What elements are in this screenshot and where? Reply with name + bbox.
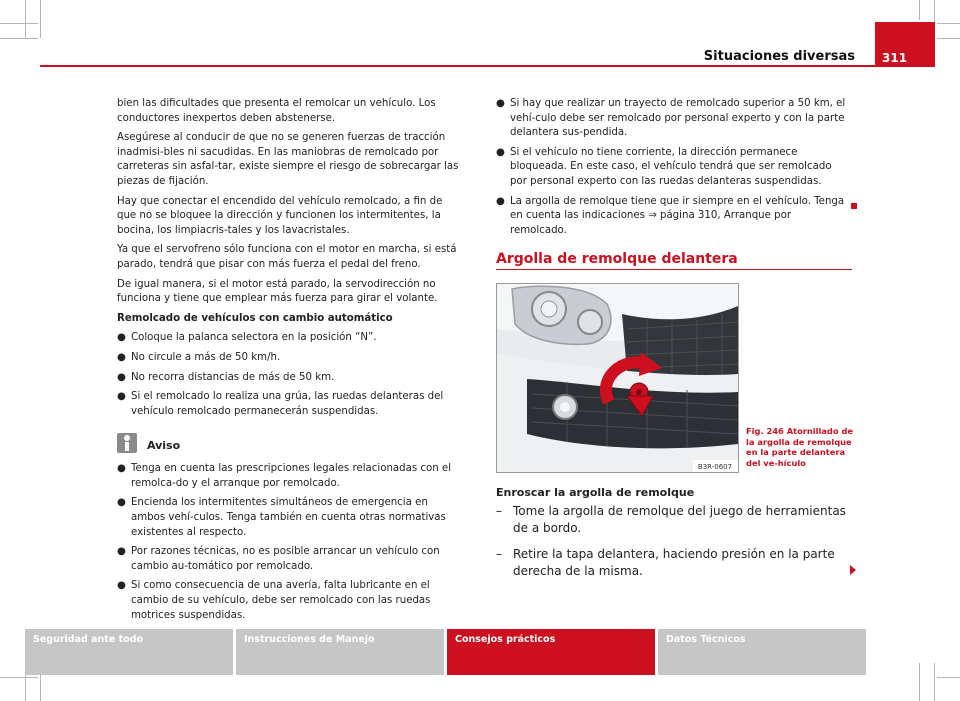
crop-mark [25, 0, 26, 38]
crop-mark [0, 23, 38, 24]
crop-mark [919, 663, 920, 701]
continue-arrow-icon [850, 565, 856, 575]
list-item: ● No circule a más de 50 km/h. [117, 351, 463, 366]
bullet: ● [496, 195, 505, 207]
figure-caption: Fig. 246 Atornillado de la argolla de remolque en la parte delantera del ve-hículo [746, 426, 854, 468]
paragraph: bien las dificultades que presenta el remolcar un vehículo. Los conductores inexpertos deben abstenerse. [117, 98, 436, 124]
paragraph: Asegúrese al conducir de que no se generen fuerzas de tracción inadmisi-bles ni sacudidas. En las maniobras de remolcado por carreteras sin asfal-tar, existe siempre el riesgo de sobrecargar las piezas de fijación. [117, 132, 459, 187]
tab-consejos[interactable]: Consejos prácticos [447, 629, 655, 675]
dash: – [496, 504, 502, 518]
list-item: ● Si hay que realizar un trayecto de remolcado superior a 50 km, el vehí-culo debe ser remolcado por personal experto y con la parte delantera sus-pendida. [496, 97, 846, 141]
crop-mark [919, 0, 920, 20]
tab-seguridad[interactable]: Seguridad ante todo [25, 629, 233, 675]
crop-mark [937, 677, 960, 678]
list-item: ● La argolla de remolque tiene que ir siempre en el vehículo. Tenga en cuenta las indicaciones ⇒ página 310, Arranque por remolcado. [496, 195, 846, 239]
crop-mark [0, 38, 38, 39]
subheading-automatic: Remolcado de vehículos con cambio automático [117, 312, 393, 324]
crop-mark [934, 663, 935, 701]
bullet: ● [496, 146, 505, 158]
section-title: Argolla de remolque delantera [496, 251, 738, 267]
end-marker [851, 203, 857, 209]
bullet: ● [117, 546, 126, 558]
crop-mark [937, 38, 960, 39]
list-item: ● Coloque la palanca selectora en la posición “N”. [117, 331, 463, 346]
paragraph: Hay que conectar el encendido del vehículo remolcado, a fin de que no se bloquee la dirección y funcionen los intermitentes, la bocina, los limpiacris-tales y los lavacristales. [117, 195, 443, 236]
step-item: – Retire la tapa delantera, haciendo presión en la parte derecha de la misma. [496, 547, 835, 578]
bullet: ● [117, 351, 126, 363]
bullet: ● [117, 371, 126, 383]
bullet: ● [117, 391, 126, 403]
footer-tabs [25, 629, 869, 675]
figure-code: B3R-0607 [697, 463, 733, 471]
bullet: ● [117, 332, 126, 344]
list-item: ● Si el vehículo no tiene corriente, la dirección permanece bloqueada. En este caso, el vehículo tendrá que ser remolcado por personal experto con las ruedas delanteras suspendidas. [496, 146, 846, 190]
list-item: ● Si el remolcado lo realiza una grúa, las ruedas delanteras del vehículo remolcado permanecerán suspendidas. [117, 390, 463, 419]
crop-mark [0, 677, 38, 678]
bullet: ● [117, 497, 126, 509]
steps-title: Enroscar la argolla de remolque [496, 486, 695, 499]
list-item: ● Encienda los intermitentes simultáneos de emergencia en ambos vehí-culos. Tenga también en cuenta otras normativas existentes al respecto. [117, 496, 463, 540]
bullet: ● [496, 98, 505, 109]
tab-instrucciones[interactable]: Instrucciones de Manejo [236, 629, 444, 675]
list-item: ● No recorra distancias de más de 50 km. [117, 371, 463, 386]
left-column [117, 97, 463, 628]
info-icon [117, 433, 137, 453]
page-number: 311 [882, 51, 908, 65]
list-item: ● Si como consecuencia de una avería, falta lubricante en el cambio de su vehículo, debe ser remolcado con las ruedas motrices suspendidas. [117, 579, 463, 623]
paragraph: De igual manera, si el motor está parado, la servodirección no funciona y tiene que emplear más fuerza para girar el volante. [117, 278, 438, 305]
bullet: ● [117, 463, 126, 475]
tab-datos-tecnicos[interactable]: Datos Técnicos [658, 629, 866, 675]
dash: – [496, 547, 502, 561]
right-column [496, 97, 846, 243]
aviso-heading [117, 433, 463, 453]
list-item: ● Tenga en cuenta las prescripciones legales relacionadas con el remolca-do y el arranque por remolcado. [117, 462, 463, 491]
figure-tow-eye [496, 283, 739, 473]
paragraph: Ya que el servofreno sólo funciona con el motor en marcha, si está parado, tendrá que pisar con más fuerza el pedal del freno. [117, 244, 457, 270]
section-rule [496, 269, 852, 270]
aviso-label: Aviso [147, 438, 181, 452]
list-item: ● Por razones técnicas, no es posible arrancar un vehículo con cambio au-tomático por remolcado. [117, 545, 463, 574]
bullet: ● [117, 580, 126, 592]
car-front-illustration [497, 284, 738, 472]
step-item: – Tome la argolla de remolque del juego de herramientas de a bordo. [496, 504, 846, 535]
crop-mark [937, 23, 960, 24]
running-header: Situaciones diversas [703, 49, 855, 64]
crop-mark [40, 0, 41, 38]
header-rule [40, 65, 934, 67]
